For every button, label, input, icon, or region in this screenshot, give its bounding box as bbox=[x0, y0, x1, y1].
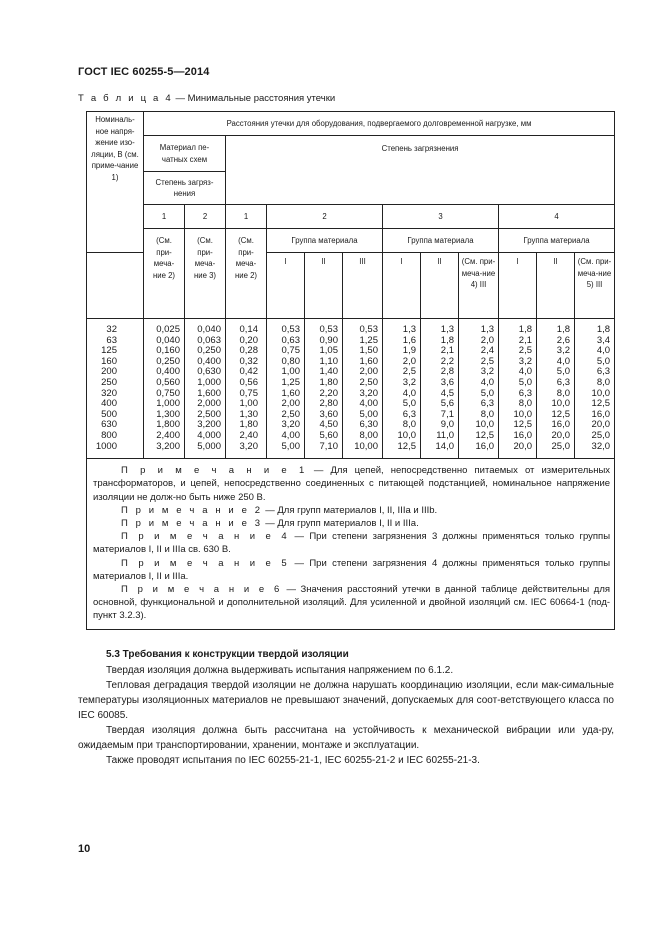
distance-value: 20,0 bbox=[591, 419, 611, 431]
table-caption-dash: — bbox=[172, 93, 188, 104]
distance-value: 10,0 bbox=[397, 429, 416, 441]
distance-value: 1,10 bbox=[319, 355, 338, 367]
voltage-value: 630 bbox=[101, 419, 117, 431]
pcb-material-header: Материал пе-чатных схем bbox=[144, 136, 226, 172]
note-text: — Для цепей, непосредственно питаемых от измерительных трансформаторов, и цепей, непосредственно соединенных с питающей подстанцией, номинальное напряжение изоляции не долж-но быть ниже 250 В. bbox=[93, 465, 611, 503]
material-group-deg3: Группа материала bbox=[383, 229, 499, 253]
distance-value: 7,1 bbox=[440, 408, 454, 420]
voltage-value: 125 bbox=[101, 345, 117, 357]
distance-value: 5,00 bbox=[359, 408, 378, 420]
table-data-row bbox=[87, 319, 615, 459]
distance-value: 0,53 bbox=[319, 324, 338, 335]
distance-value: 16,0 bbox=[513, 429, 532, 441]
distance-value: 1,8 bbox=[440, 334, 454, 346]
distance-value: 1,80 bbox=[239, 419, 258, 431]
distance-value: 2,1 bbox=[518, 334, 532, 346]
distance-value: 1,40 bbox=[319, 366, 338, 378]
distance-value: 1,8 bbox=[556, 324, 570, 335]
material-group-deg2: Группа материала bbox=[267, 229, 383, 253]
group-ii-deg2: II bbox=[305, 253, 343, 319]
distance-value: 32,0 bbox=[591, 440, 611, 452]
distance-value: 1,300 bbox=[156, 408, 180, 420]
note-text: — Для групп материалов I, II, IIIa и IIIb. bbox=[262, 504, 438, 516]
distance-value: 2,40 bbox=[239, 429, 258, 441]
distance-value: 2,20 bbox=[319, 387, 338, 399]
distance-value: 12,5 bbox=[591, 398, 611, 410]
degree-3-group-i-column bbox=[383, 319, 421, 459]
note-label: П р и м е ч а н и е 6 bbox=[121, 583, 282, 595]
degree-2-group-ii-column bbox=[305, 319, 343, 459]
distance-value: 10,00 bbox=[354, 440, 378, 452]
distance-value: 0,560 bbox=[156, 376, 180, 388]
distance-value: 0,63 bbox=[281, 334, 300, 346]
distance-value: 4,0 bbox=[402, 387, 416, 399]
distance-value: 6,3 bbox=[480, 398, 494, 410]
distance-value: 0,250 bbox=[197, 345, 221, 357]
distance-value: 20,0 bbox=[513, 440, 532, 452]
note-text: — Значения расстояний утечки в данной таблице действительны для основной, функциональной и дополнительной изоляций. Для усиленной и двойной изоляций см. IEC 60664-1 (под-пункт 3.2.3). bbox=[93, 583, 611, 622]
distance-value: 20,0 bbox=[551, 429, 570, 441]
distance-value: 4,00 bbox=[281, 429, 300, 441]
distance-value: 0,400 bbox=[156, 366, 180, 378]
distance-value: 8,0 bbox=[480, 408, 494, 420]
distance-value: 2,80 bbox=[319, 398, 338, 410]
distance-value: 2,2 bbox=[440, 355, 454, 367]
distance-value: 5,0 bbox=[402, 398, 416, 410]
degree-3: 3 bbox=[383, 205, 499, 229]
distance-value: 5,0 bbox=[480, 387, 494, 399]
distance-value: 0,90 bbox=[319, 334, 338, 346]
note-label: П р и м е ч а н и е 5 bbox=[121, 557, 290, 569]
distance-value: 8,00 bbox=[359, 429, 378, 441]
distance-value: 14,0 bbox=[435, 440, 454, 452]
distance-value: 3,2 bbox=[556, 345, 570, 357]
pcb-degree-1: 1 bbox=[144, 205, 185, 229]
distance-value: 8,0 bbox=[556, 387, 570, 399]
distance-value: 3,20 bbox=[359, 387, 378, 399]
distance-value: 4,0 bbox=[556, 355, 570, 367]
distance-value: 1,50 bbox=[359, 345, 378, 357]
voltage-value: 1000 bbox=[95, 440, 117, 452]
note-text: — При степени загрязнения 3 должны применяться только группы материалов I, II и IIIa св. 630 В. bbox=[93, 531, 611, 556]
table-note bbox=[93, 464, 610, 504]
distance-value: 1,000 bbox=[197, 376, 221, 388]
distance-value: 4,0 bbox=[518, 366, 532, 378]
page-number: 10 bbox=[78, 843, 91, 855]
table-note bbox=[93, 583, 610, 623]
distance-value: 4,00 bbox=[359, 398, 378, 410]
distance-value: 0,56 bbox=[239, 376, 258, 388]
group-i-deg4: I bbox=[499, 253, 537, 319]
degree-4-group-i-column bbox=[499, 319, 537, 459]
distance-value: 6,3 bbox=[596, 366, 611, 378]
distance-value: 9,0 bbox=[440, 419, 454, 431]
voltage-value: 400 bbox=[101, 398, 117, 410]
pcb-note-2: (См. при-меча-ние 2) bbox=[144, 229, 185, 319]
degree-1: 1 bbox=[226, 205, 267, 229]
distance-value: 0,75 bbox=[281, 345, 300, 357]
pcb-degree-2: 2 bbox=[185, 205, 226, 229]
distance-value: 6,30 bbox=[359, 419, 378, 431]
distance-value: 3,200 bbox=[197, 419, 221, 431]
degree-2-group-iii-column bbox=[343, 319, 383, 459]
distance-value: 1,8 bbox=[596, 324, 611, 335]
distance-value: 5,60 bbox=[319, 429, 338, 441]
degree-2-group-i-column bbox=[267, 319, 305, 459]
distance-value: 7,10 bbox=[319, 440, 338, 452]
distance-value: 25,0 bbox=[591, 429, 611, 441]
voltage-value: 63 bbox=[106, 334, 117, 346]
degree-1-note: (См. при-меча-ние 2) bbox=[226, 229, 267, 319]
pcb-note-3: (См. при-меча-ние 3) bbox=[185, 229, 226, 319]
distance-value: 0,063 bbox=[197, 334, 221, 346]
distance-value: 0,025 bbox=[156, 324, 180, 335]
distance-value: 0,14 bbox=[239, 324, 258, 335]
distance-value: 0,630 bbox=[197, 366, 221, 378]
group-note-5-deg4: (См. при-меча-ние 5) III bbox=[575, 253, 615, 319]
distance-value: 12,5 bbox=[551, 408, 570, 420]
distance-value: 0,80 bbox=[281, 355, 300, 367]
distance-value: 1,25 bbox=[281, 376, 300, 388]
pcb-pollution-header: Степень загряз-нения bbox=[144, 172, 226, 205]
degree-4: 4 bbox=[499, 205, 615, 229]
voltage-value: 320 bbox=[101, 387, 117, 399]
distance-value: 4,0 bbox=[596, 345, 611, 357]
table-note bbox=[93, 557, 610, 583]
distance-value: 2,5 bbox=[402, 366, 416, 378]
distance-value: 8,0 bbox=[402, 419, 416, 431]
distance-value: 5,0 bbox=[556, 366, 570, 378]
material-group-deg4: Группа материала bbox=[499, 229, 615, 253]
creepage-distance-table bbox=[86, 111, 615, 630]
group-note-4-deg3: (См. при-меча-ние 4) III bbox=[459, 253, 499, 319]
distance-value: 4,50 bbox=[319, 419, 338, 431]
table-caption bbox=[78, 93, 335, 104]
distance-value: 1,00 bbox=[239, 398, 258, 410]
note-label: П р и м е ч а н и е 3 bbox=[121, 517, 263, 529]
distance-value: 2,1 bbox=[440, 345, 454, 357]
distance-value: 3,60 bbox=[319, 408, 338, 420]
distance-value: 3,20 bbox=[281, 419, 300, 431]
distance-value: 1,60 bbox=[281, 387, 300, 399]
distance-value: 0,160 bbox=[156, 345, 180, 357]
distance-value: 0,750 bbox=[156, 387, 180, 399]
table-caption-title: Минимальные расстояния утечки bbox=[187, 93, 336, 104]
distance-value: 5,00 bbox=[281, 440, 300, 452]
distance-value: 2,5 bbox=[518, 345, 532, 357]
distance-value: 3,2 bbox=[518, 355, 532, 367]
distance-value: 0,42 bbox=[239, 366, 258, 378]
degree-3-group-ii-column bbox=[421, 319, 459, 459]
distance-value: 2,0 bbox=[402, 355, 416, 367]
distance-value: 2,00 bbox=[359, 366, 378, 378]
rated-voltage-header-continuation bbox=[87, 253, 144, 319]
note-label: П р и м е ч а н и е 4 bbox=[121, 531, 290, 543]
distance-value: 2,50 bbox=[281, 408, 300, 420]
distance-value: 10,0 bbox=[591, 387, 611, 399]
voltage-value: 800 bbox=[101, 429, 117, 441]
degree-3-group-iii-column bbox=[459, 319, 499, 459]
distance-value: 2,000 bbox=[197, 398, 221, 410]
distance-value: 3,4 bbox=[596, 334, 611, 346]
distance-value: 0,75 bbox=[239, 387, 258, 399]
distance-value: 10,0 bbox=[513, 408, 532, 420]
distance-value: 5,000 bbox=[197, 440, 221, 452]
distance-value: 8,0 bbox=[596, 376, 611, 388]
note-text: — Для групп материалов I, II и IIIa. bbox=[262, 517, 419, 529]
distance-value: 4,0 bbox=[480, 376, 494, 388]
distance-value: 1,80 bbox=[319, 376, 338, 388]
group-i-deg3: I bbox=[383, 253, 421, 319]
distance-value: 5,0 bbox=[596, 355, 611, 367]
distance-value: 12,5 bbox=[475, 429, 494, 441]
distance-value: 1,8 bbox=[518, 324, 532, 335]
distance-value: 16,0 bbox=[591, 408, 611, 420]
distance-value: 10,0 bbox=[551, 398, 570, 410]
table-note bbox=[93, 504, 610, 517]
group-iii-deg2: III bbox=[343, 253, 383, 319]
distance-value: 6,3 bbox=[556, 376, 570, 388]
distance-value: 12,5 bbox=[513, 419, 532, 431]
group-ii-deg3: II bbox=[421, 253, 459, 319]
note-label: П р и м е ч а н и е 2 bbox=[121, 504, 263, 516]
distance-value: 0,32 bbox=[239, 355, 258, 367]
distance-value: 0,040 bbox=[156, 334, 180, 346]
body-paragraph: Твердая изоляция должна выдерживать испытания напряжением по 6.1.2. bbox=[106, 665, 454, 676]
distance-value: 1,25 bbox=[359, 334, 378, 346]
distance-value: 1,6 bbox=[402, 334, 416, 346]
distance-value: 1,00 bbox=[281, 366, 300, 378]
rated-voltage-header: Номиналь-ное напря-жение изо-ляции, В (см. приме-чание 1) bbox=[87, 112, 144, 253]
distance-value: 0,040 bbox=[197, 324, 221, 335]
distance-value: 2,8 bbox=[440, 366, 454, 378]
body-paragraph: Тепловая деградация твердой изоляции не должна нарушать координацию изоляции, если мак-симальные температуры изоляционных материалов не превышают значений, допускаемых для соот-ветствующего класса по IEC 60085. bbox=[78, 680, 614, 721]
distance-value: 0,53 bbox=[359, 324, 378, 335]
voltage-value: 200 bbox=[101, 366, 117, 378]
distance-value: 2,00 bbox=[281, 398, 300, 410]
section-heading: 5.3 Требования к конструкции твердой изоляции bbox=[106, 649, 349, 660]
voltage-value: 32 bbox=[106, 324, 117, 335]
distance-value: 3,2 bbox=[402, 376, 416, 388]
pollution-degree-header: Степень загрязнения bbox=[226, 136, 615, 205]
table-note bbox=[93, 517, 610, 530]
distance-value: 12,5 bbox=[397, 440, 416, 452]
creepage-top-header: Расстояния утечки для оборудования, подвергаемого долговременной нагрузке, мм bbox=[144, 112, 615, 136]
distance-value: 1,60 bbox=[359, 355, 378, 367]
body-paragraph: Твердая изоляция должна быть рассчитана на устойчивость к механической вибрации или уда-ру, ожидаемым при транспортировании, хранении, монтаже и эксплуатации. bbox=[78, 725, 614, 751]
table-note bbox=[93, 530, 610, 556]
distance-value: 3,2 bbox=[480, 366, 494, 378]
distance-value: 1,800 bbox=[156, 419, 180, 431]
distance-value: 3,200 bbox=[156, 440, 180, 452]
degree-4-group-iii-column bbox=[575, 319, 615, 459]
voltage-value: 500 bbox=[101, 408, 117, 420]
table-notes bbox=[87, 459, 615, 629]
distance-value: 1,3 bbox=[402, 324, 416, 335]
degree-4-group-ii-column bbox=[537, 319, 575, 459]
distance-value: 4,5 bbox=[440, 387, 454, 399]
degree-2: 2 bbox=[267, 205, 383, 229]
distance-value: 2,50 bbox=[359, 376, 378, 388]
voltage-value: 250 bbox=[101, 376, 117, 388]
distance-value: 1,3 bbox=[480, 324, 494, 335]
table-notes-row bbox=[87, 459, 615, 629]
distance-value: 16,0 bbox=[551, 419, 570, 431]
distance-value: 0,28 bbox=[239, 345, 258, 357]
distance-value: 25,0 bbox=[551, 440, 570, 452]
voltage-column bbox=[87, 319, 144, 459]
section-body bbox=[78, 663, 614, 768]
note-text: — При степени загрязнения 4 должны применяться только группы материалов I, II и IIIa. bbox=[93, 557, 611, 582]
distance-value: 2,4 bbox=[480, 345, 494, 357]
distance-value: 5,6 bbox=[440, 398, 454, 410]
distance-value: 2,0 bbox=[480, 334, 494, 346]
standard-header: ГОСТ IEC 60255-5—2014 bbox=[78, 66, 210, 78]
distance-value: 2,500 bbox=[197, 408, 221, 420]
distance-value: 3,20 bbox=[239, 440, 258, 452]
distance-value: 0,400 bbox=[197, 355, 221, 367]
body-paragraph: Также проводят испытания по IEC 60255-21-1, IEC 60255-21-2 и IEC 60255-21-3. bbox=[106, 755, 480, 766]
distance-value: 1,05 bbox=[319, 345, 338, 357]
distance-value: 1,3 bbox=[440, 324, 454, 335]
distance-value: 0,20 bbox=[239, 334, 258, 346]
group-ii-deg4: II bbox=[537, 253, 575, 319]
distance-value: 1,600 bbox=[197, 387, 221, 399]
distance-value: 16,0 bbox=[475, 440, 494, 452]
distance-value: 4,000 bbox=[197, 429, 221, 441]
distance-value: 2,6 bbox=[556, 334, 570, 346]
distance-value: 3,6 bbox=[440, 376, 454, 388]
table-caption-label: Т а б л и ц а 4 bbox=[78, 93, 173, 104]
distance-value: 0,53 bbox=[281, 324, 300, 335]
pcb-degree-2-column bbox=[185, 319, 226, 459]
distance-value: 1,30 bbox=[239, 408, 258, 420]
distance-value: 1,000 bbox=[156, 398, 180, 410]
distance-value: 10,0 bbox=[475, 419, 494, 431]
distance-value: 6,3 bbox=[402, 408, 416, 420]
group-i-deg2: I bbox=[267, 253, 305, 319]
note-label: П р и м е ч а н и е 1 bbox=[121, 465, 307, 477]
distance-value: 6,3 bbox=[518, 387, 532, 399]
degree-1-column bbox=[226, 319, 267, 459]
voltage-value: 160 bbox=[101, 355, 117, 367]
distance-value: 2,5 bbox=[480, 355, 494, 367]
distance-value: 11,0 bbox=[436, 429, 454, 441]
distance-value: 2,400 bbox=[156, 429, 180, 441]
distance-value: 8,0 bbox=[518, 398, 532, 410]
distance-value: 5,0 bbox=[518, 376, 532, 388]
distance-value: 1,9 bbox=[402, 345, 416, 357]
pcb-degree-1-column bbox=[144, 319, 185, 459]
distance-value: 0,250 bbox=[156, 355, 180, 367]
